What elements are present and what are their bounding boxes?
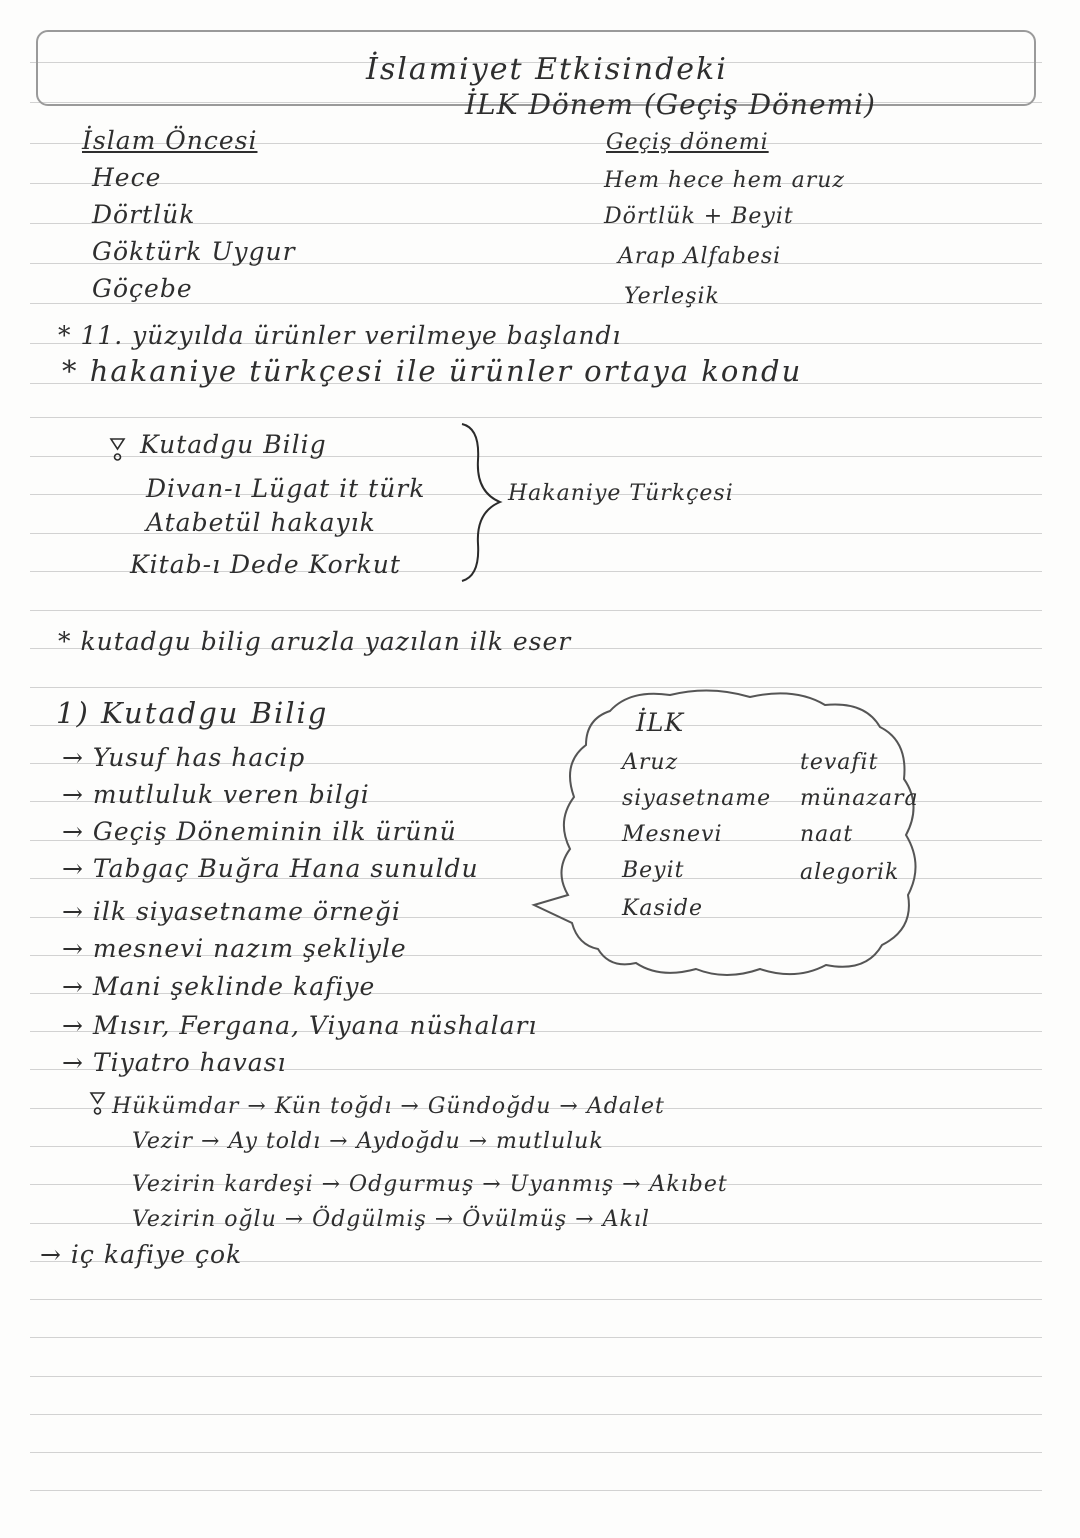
section-point: → Yusuf has hacip xyxy=(62,743,306,772)
character-line: Vezirin kardeşi → Odgurmuş → Uyanmış → Akıbet xyxy=(132,1172,728,1197)
note-line: * 11. yüzyılda ürünler verilmeye başlandı xyxy=(58,321,622,350)
note-aruz: * kutadgu bilig aruzla yazılan ilk eser xyxy=(58,627,572,656)
right-column-item: Arap Alfabesi xyxy=(618,244,782,269)
work-item: Divan-ı Lügat it türk xyxy=(146,474,426,503)
right-column-item: Dörtlük + Beyit xyxy=(604,204,794,229)
character-line: Vezirin oğlu → Ödgülmiş → Övülmüş → Akıl xyxy=(132,1207,650,1232)
left-column-item: Göçebe xyxy=(92,274,193,303)
cloud-right-item: naat xyxy=(800,822,854,847)
cloud-right-item: münazara xyxy=(800,786,919,811)
last-point: → iç kafiye çok xyxy=(40,1240,243,1269)
section-point: → Geçiş Döneminin ilk ürünü xyxy=(62,817,457,846)
cloud-left-item: Kaside xyxy=(622,896,703,921)
section-point: → Tiyatro havası xyxy=(62,1048,287,1077)
note-line: * hakaniye türkçesi ile ürünler ortaya kondu xyxy=(62,354,803,388)
right-column-heading: Geçiş dönemi xyxy=(606,130,769,155)
cloud-title: İLK xyxy=(636,708,685,737)
cloud-left-item: Aruz xyxy=(622,750,679,775)
cloud-left-item: Mesnevi xyxy=(622,822,723,847)
cloud-right-item: alegorik xyxy=(800,860,900,885)
cloud-left-item: Beyit xyxy=(622,858,685,883)
bullet-icon xyxy=(88,1090,108,1116)
work-item: Kitab-ı Dede Korkut xyxy=(130,550,401,579)
cloud-right-item: tevafit xyxy=(800,750,879,775)
work-item: Kutadgu Bilig xyxy=(140,430,327,459)
work-item: Atabetül hakayık xyxy=(146,508,376,537)
left-column-item: Hece xyxy=(92,163,162,192)
section-point: → Mısır, Fergana, Viyana nüshaları xyxy=(62,1011,538,1040)
section-heading: 1) Kutadgu Bilig xyxy=(56,696,329,730)
left-column-heading: İslam Öncesi xyxy=(82,126,258,155)
page-title: İslamiyet Etkisindeki xyxy=(366,52,728,87)
right-column-item: Yerleşik xyxy=(624,284,720,309)
section-point: → Tabgaç Buğra Hana sunuldu xyxy=(62,854,479,883)
left-column-item: Dörtlük xyxy=(92,200,196,229)
section-point: → mesnevi nazım şekliyle xyxy=(62,934,407,963)
right-column-item: Hem hece hem aruz xyxy=(604,168,846,193)
section-point: → ilk siyasetname örneği xyxy=(62,897,401,926)
left-column-item: Göktürk Uygur xyxy=(92,237,296,266)
section-point: → mutluluk veren bilgi xyxy=(62,780,370,809)
works-label: Hakaniye Türkçesi xyxy=(508,481,734,506)
brace-icon xyxy=(452,420,512,585)
character-line: Hükümdar → Kün toğdı → Gündoğdu → Adalet xyxy=(112,1094,665,1119)
page-subtitle: İLK Dönem (Geçiş Dönemi) xyxy=(465,88,876,121)
cloud-bubble-icon xyxy=(520,683,940,983)
section-point: → Mani şeklinde kafiye xyxy=(62,972,376,1001)
character-line: Vezir → Ay toldı → Aydoğdu → mutluluk xyxy=(132,1129,604,1154)
bullet-icon xyxy=(108,436,128,462)
cloud-left-item: siyasetname xyxy=(622,786,772,811)
